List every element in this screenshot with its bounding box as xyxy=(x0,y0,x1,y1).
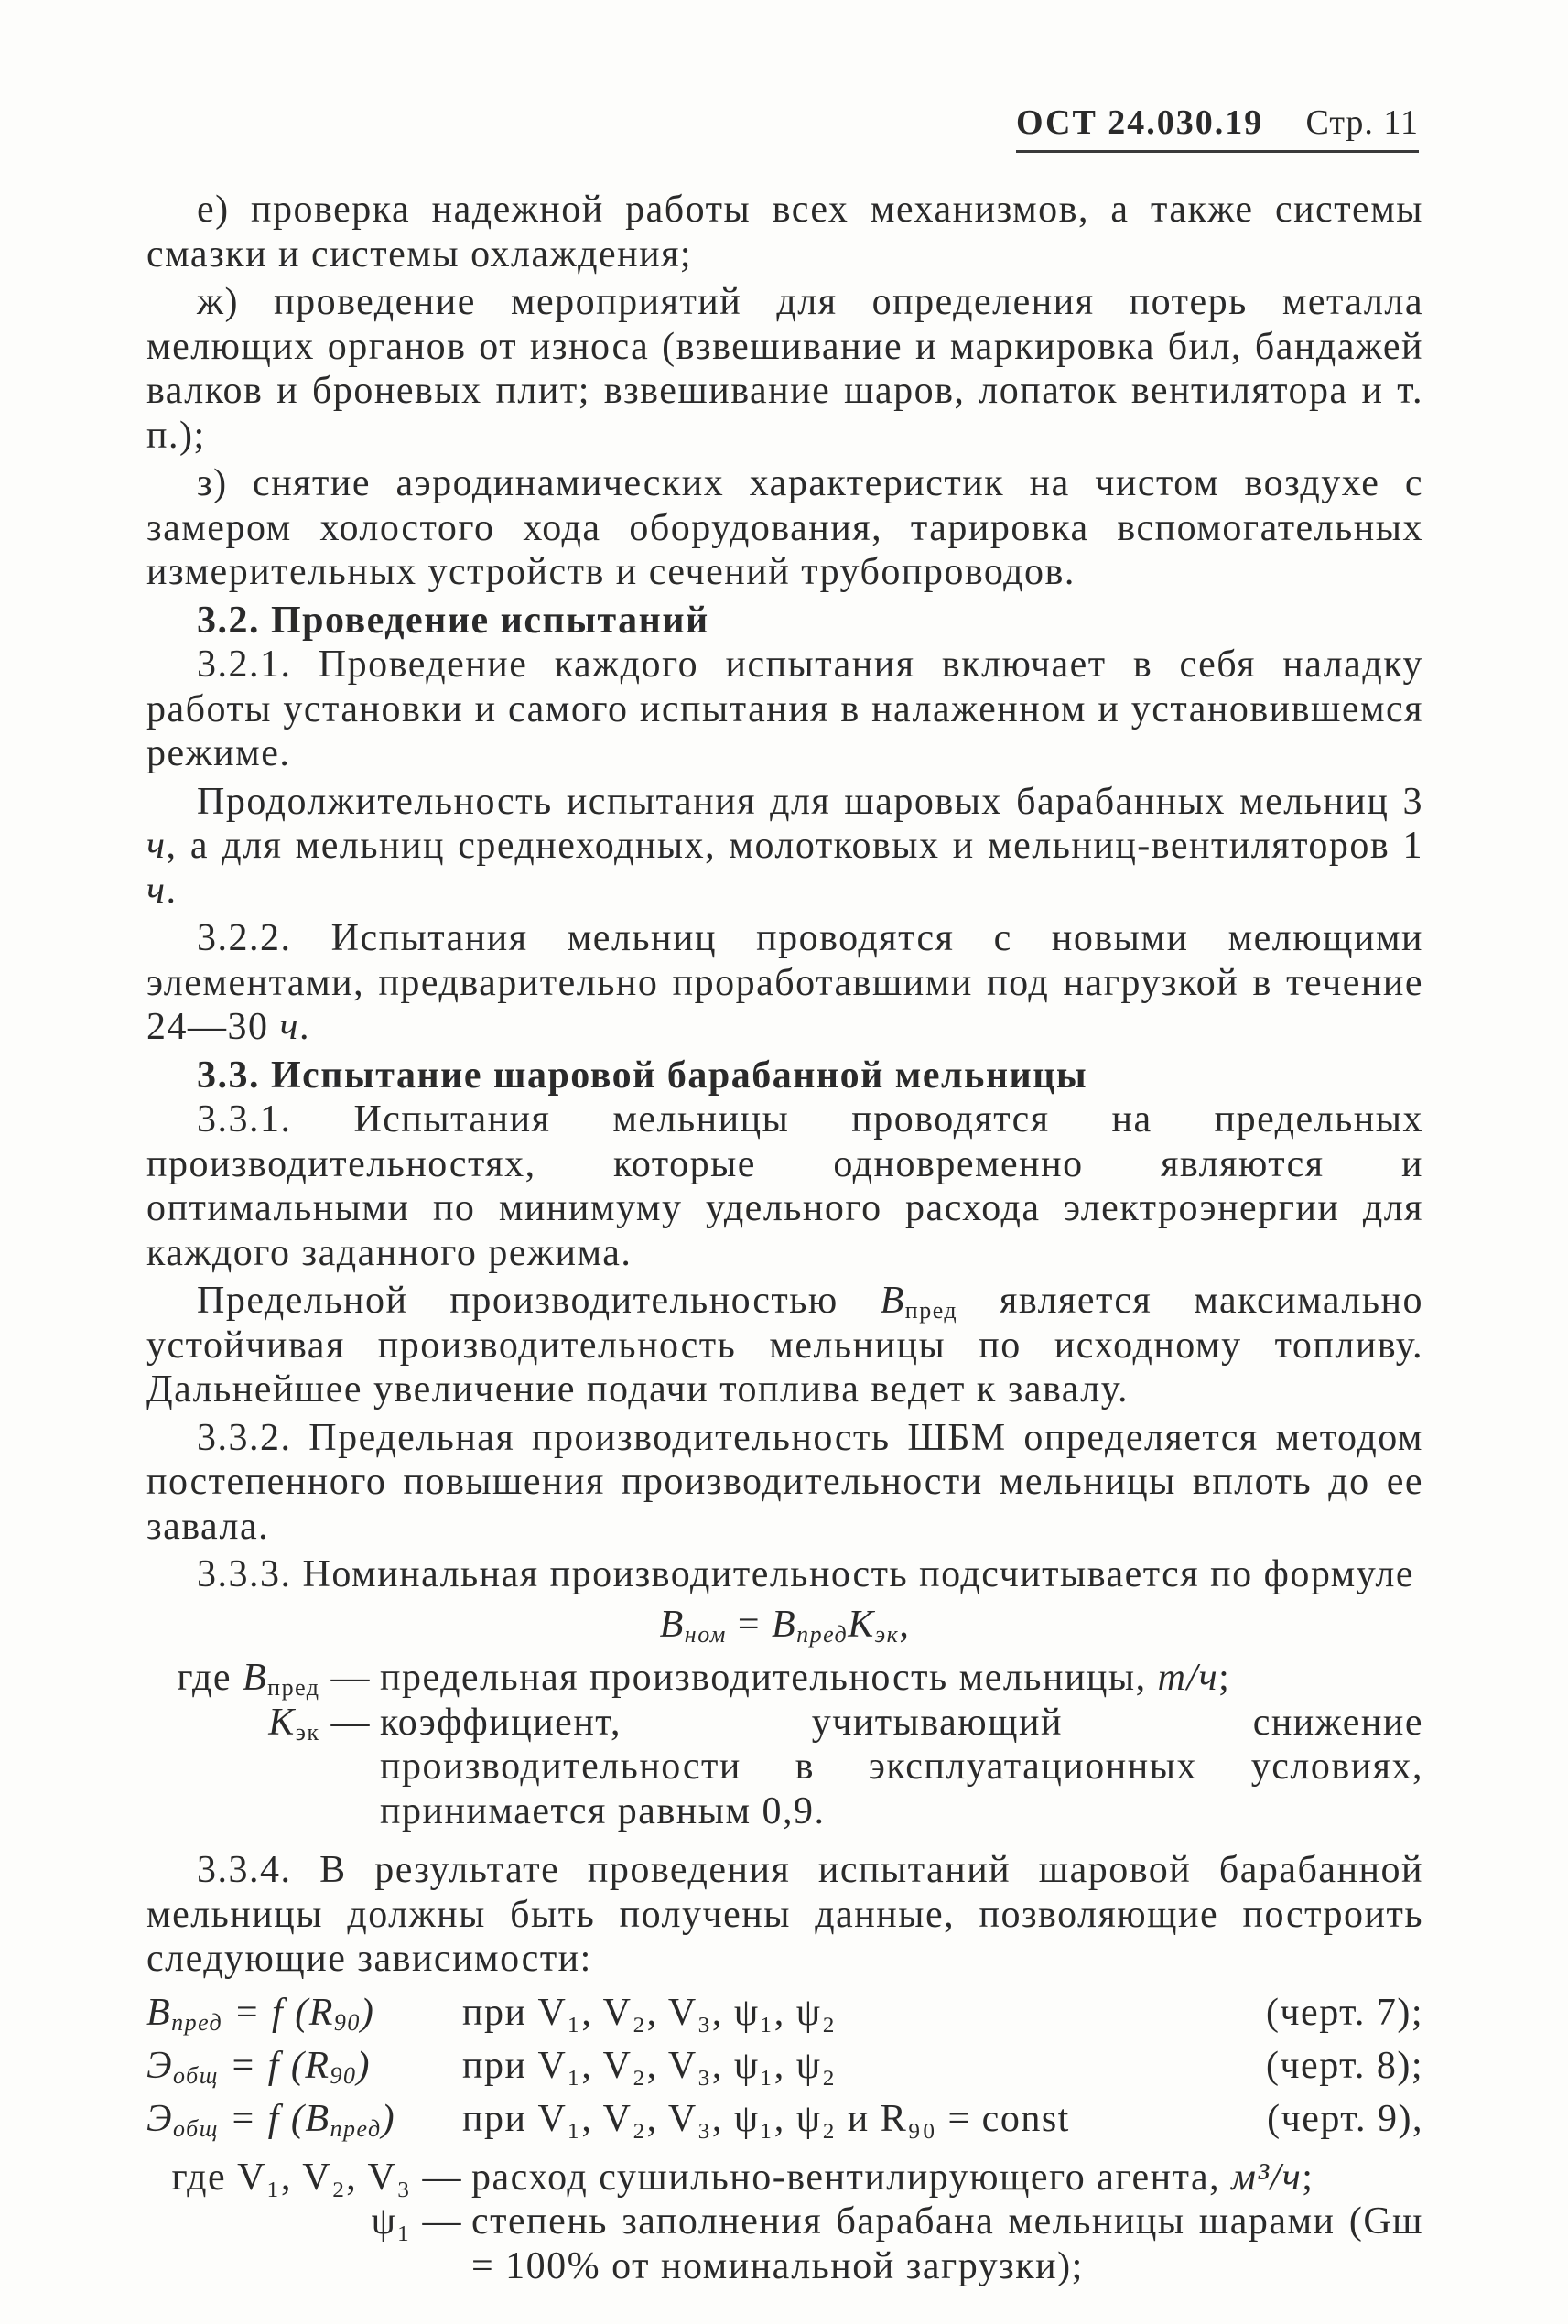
paragraph-3-3-2: 3.3.2. Предельная производительность ШБМ определяется методом постепенного повышения производительности мельницы вплоть до ее завала. xyxy=(146,1416,1423,1548)
paragraph-3-3-3: 3.3.3. Номинальная производительность подсчитывается по формуле xyxy=(197,1553,1415,1595)
dependencies-list xyxy=(146,1987,1423,2146)
paragraph-3-3-4: 3.3.4. В результате проведения испытаний шаровой барабанной мельницы должны быть получены данные, позволяющие построить следующие зависимости: xyxy=(146,1849,1423,1980)
definition-b-pred: где $B_{пред}$ — предельная производительность мельницы, т/ч; xyxy=(177,1657,1231,1701)
section-heading-3-3: 3.3. Испытание шаровой барабанной мельницы xyxy=(197,1054,1088,1097)
paragraph-3-2-2: 3.2.2. Испытания мельниц проводятся с новыми мелющими элементами, предварительно проработавшими под нагрузкой в течение 24—30 ч. xyxy=(146,917,1423,1048)
paragraph-3-2-1: 3.2.1. Проведение каждого испытания включает в себя наладку работы установки и самого испытания в налаженном и установившемся режиме. xyxy=(146,643,1423,774)
paragraph-duration: Продолжительность испытания для шаровых барабанных мельниц 3 ч, а для мельниц среднеходных, молотковых и мельниц-вентиляторов 1 ч. xyxy=(146,780,1423,912)
standard-code: ОСТ 24.030.19 xyxy=(1016,103,1264,142)
page-number: Стр. 11 xyxy=(1305,103,1419,142)
definition-psi1: ψ₁ — степень заполнения барабана мельницы шарами (Gш = 100% от номинальной загрузки); xyxy=(371,2200,1423,2287)
formula-nominal-capacity: $B_{ном} = B_{пред}K_{эк}$, xyxy=(659,1603,911,1648)
item-z: з) снятие аэродинамических характеристик на чистом воздухе с замером холостого хода оборудования, тарировка вспомогательных измерительных устройств и сечений трубопроводов. xyxy=(146,462,1423,593)
definition-v: где V₁, V₂, V₃ — расход сушильно-вентилирующего агента, м³/ч; xyxy=(171,2156,1314,2199)
paragraph-3-3-1: 3.3.1. Испытания мельницы проводятся на предельных производительностях, которые одновременно являются и оптимальными по минимуму удельного расхода электроэнергии для каждого заданного режима. xyxy=(146,1098,1423,1274)
document-body xyxy=(146,188,1423,2303)
item-e: е) проверка надежной работы всех механизмов, а также системы смазки и системы охлаждения; xyxy=(146,189,1423,276)
item-zh: ж) проведение мероприятий для определения потерь металла мелющих органов от износа (взвешивание и маркировка бил, бандажей валков и броневых плит; взвешивание шаров, лопаток вентилятора и т. п.); xyxy=(146,281,1423,457)
section-heading-3-2: 3.2. Проведение испытаний xyxy=(197,599,709,642)
dependency-row: $Э_{общ} = f$ $(R_{90})$ при V₁, V₂, V₃, ψ₁, ψ₂ (черт. 8); xyxy=(146,2045,1423,2090)
formula-definitions xyxy=(146,1656,1423,1833)
variable-definitions xyxy=(146,2156,1423,2289)
dependency-row: $B_{пред} = f$ $(R_{90})$ при V₁, V₂, V₃, ψ₁, ψ₂ (черт. 7); xyxy=(146,1992,1423,2037)
paragraph-limit-capacity: Предельной производительностью $B_{пред}$ является максимально устойчивая производительность мельницы по исходному топливу. Дальнейшее увеличение подачи топлива ведет к завалу. xyxy=(146,1280,1424,1411)
dependency-row: $Э_{общ} = f$ $(B_{пред})$ при V₁, V₂, V₃, ψ₁, ψ₂ и R₉₀ = const (черт. 9), xyxy=(146,2098,1423,2143)
definition-k-ek: $K_{эк}$ — коэффициент, учитывающий снижение производительности в эксплуатационных условиях, принимается равным 0,9. xyxy=(268,1701,1423,1832)
page-header xyxy=(1016,103,1419,153)
